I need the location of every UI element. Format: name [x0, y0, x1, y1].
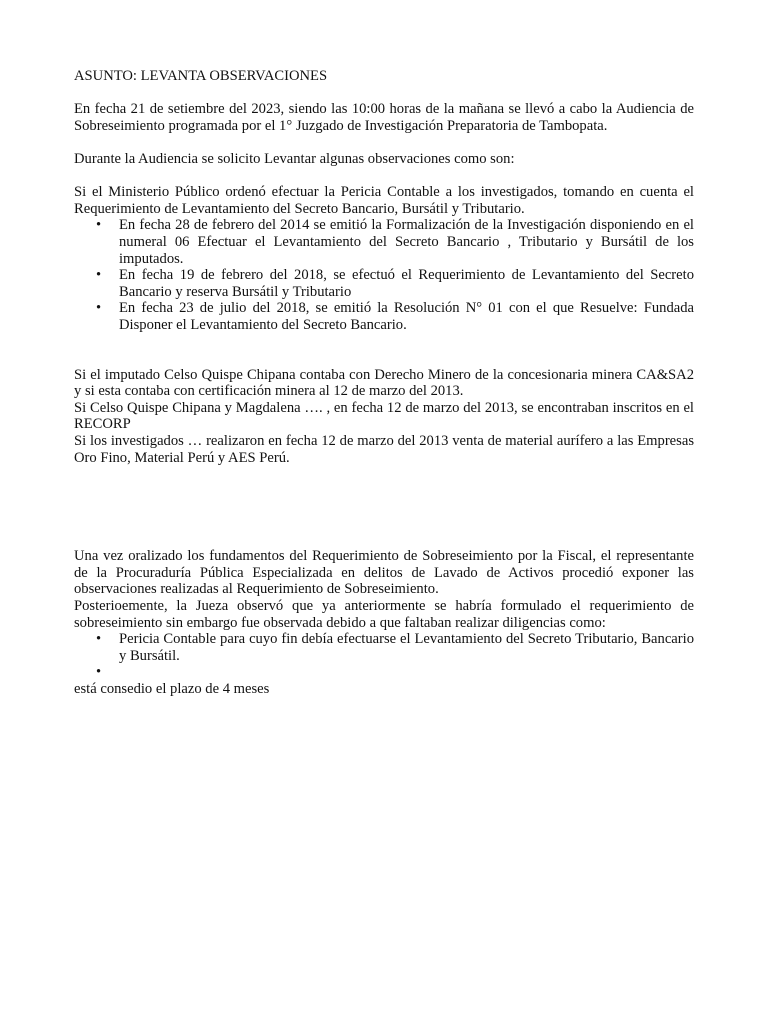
list-item: • En fecha 28 de febrero del 2014 se emitió la Formalización de la Investigación disponiendo en el numeral 06 Efectuar el Levantamiento del Secreto Bancario , Tributario y Bursátil de los imputados. — [74, 217, 694, 267]
question-venta: Si los investigados … realizaron en fecha 12 de marzo del 2013 venta de material aurífero a las Empresas Oro Fino, Material Perú y AES Perú. — [74, 433, 694, 466]
document-body — [74, 68, 694, 698]
question-pericia: Si el Ministerio Público ordenó efectuar la Pericia Contable a los investigados, tomando en cuenta el Requerimiento de Levantamiento del Secreto Bancario, Bursátil y Tributario. — [74, 184, 694, 217]
list-item-empty — [74, 664, 694, 681]
bullet-list-diligencias — [74, 631, 694, 681]
posteriormente-paragraph: Posterioemente, la Jueza observó que ya anteriormente se habría formulado el requerimiento de sobreseimiento sin embargo fue observada debido a que faltaban realizar diligencias como: — [74, 598, 694, 631]
bullet-list-secreto — [74, 217, 694, 333]
question-derecho-minero: Si el imputado Celso Quispe Chipana contaba con Derecho Minero de la concesionaria minera CA&SA2 y si esta contaba con certificación minera al 12 de marzo del 2013. — [74, 366, 694, 400]
question-recorp: Si Celso Quispe Chipana y Magdalena …. , en fecha 12 de marzo del 2013, se encontraban inscritos en el RECORP — [74, 399, 694, 433]
oralizado-paragraph: Una vez oralizado los fundamentos del Requerimiento de Sobreseimiento por la Fiscal, el representante de la Procuraduría Pública Especializada en delitos de Lavado de Activos procedió exponer las observaciones realizadas al Requerimiento de Sobreseimiento. — [74, 548, 694, 598]
list-item: • En fecha 23 de julio del 2018, se emitió la Resolución N° 01 con el que Resuelve: Fundada Disponer el Levantamiento del Secreto Bancario. — [74, 300, 694, 333]
list-item: • En fecha 19 de febrero del 2018, se efectuó el Requerimiento de Levantamiento del Secreto Bancario y reserva Bursátil y Tributario — [74, 267, 694, 300]
subject-line: ASUNTO: LEVANTA OBSERVACIONES — [74, 68, 328, 84]
list-item: • Pericia Contable para cuyo fin debía efectuarse el Levantamiento del Secreto Tributario, Bancario y Bursátil. — [74, 631, 694, 664]
closing-line: está consedio el plazo de 4 meses — [74, 681, 270, 697]
intro-paragraph: En fecha 21 de setiembre del 2023, siendo las 10:00 horas de la mañana se llevó a cabo la Audiencia de Sobreseimiento programada por el 1° Juzgado de Investigación Preparatoria de Tambopata. — [74, 101, 694, 134]
blank-space — [74, 466, 694, 548]
observations-intro: Durante la Audiencia se solicito Levantar algunas observaciones como son: — [74, 150, 515, 167]
